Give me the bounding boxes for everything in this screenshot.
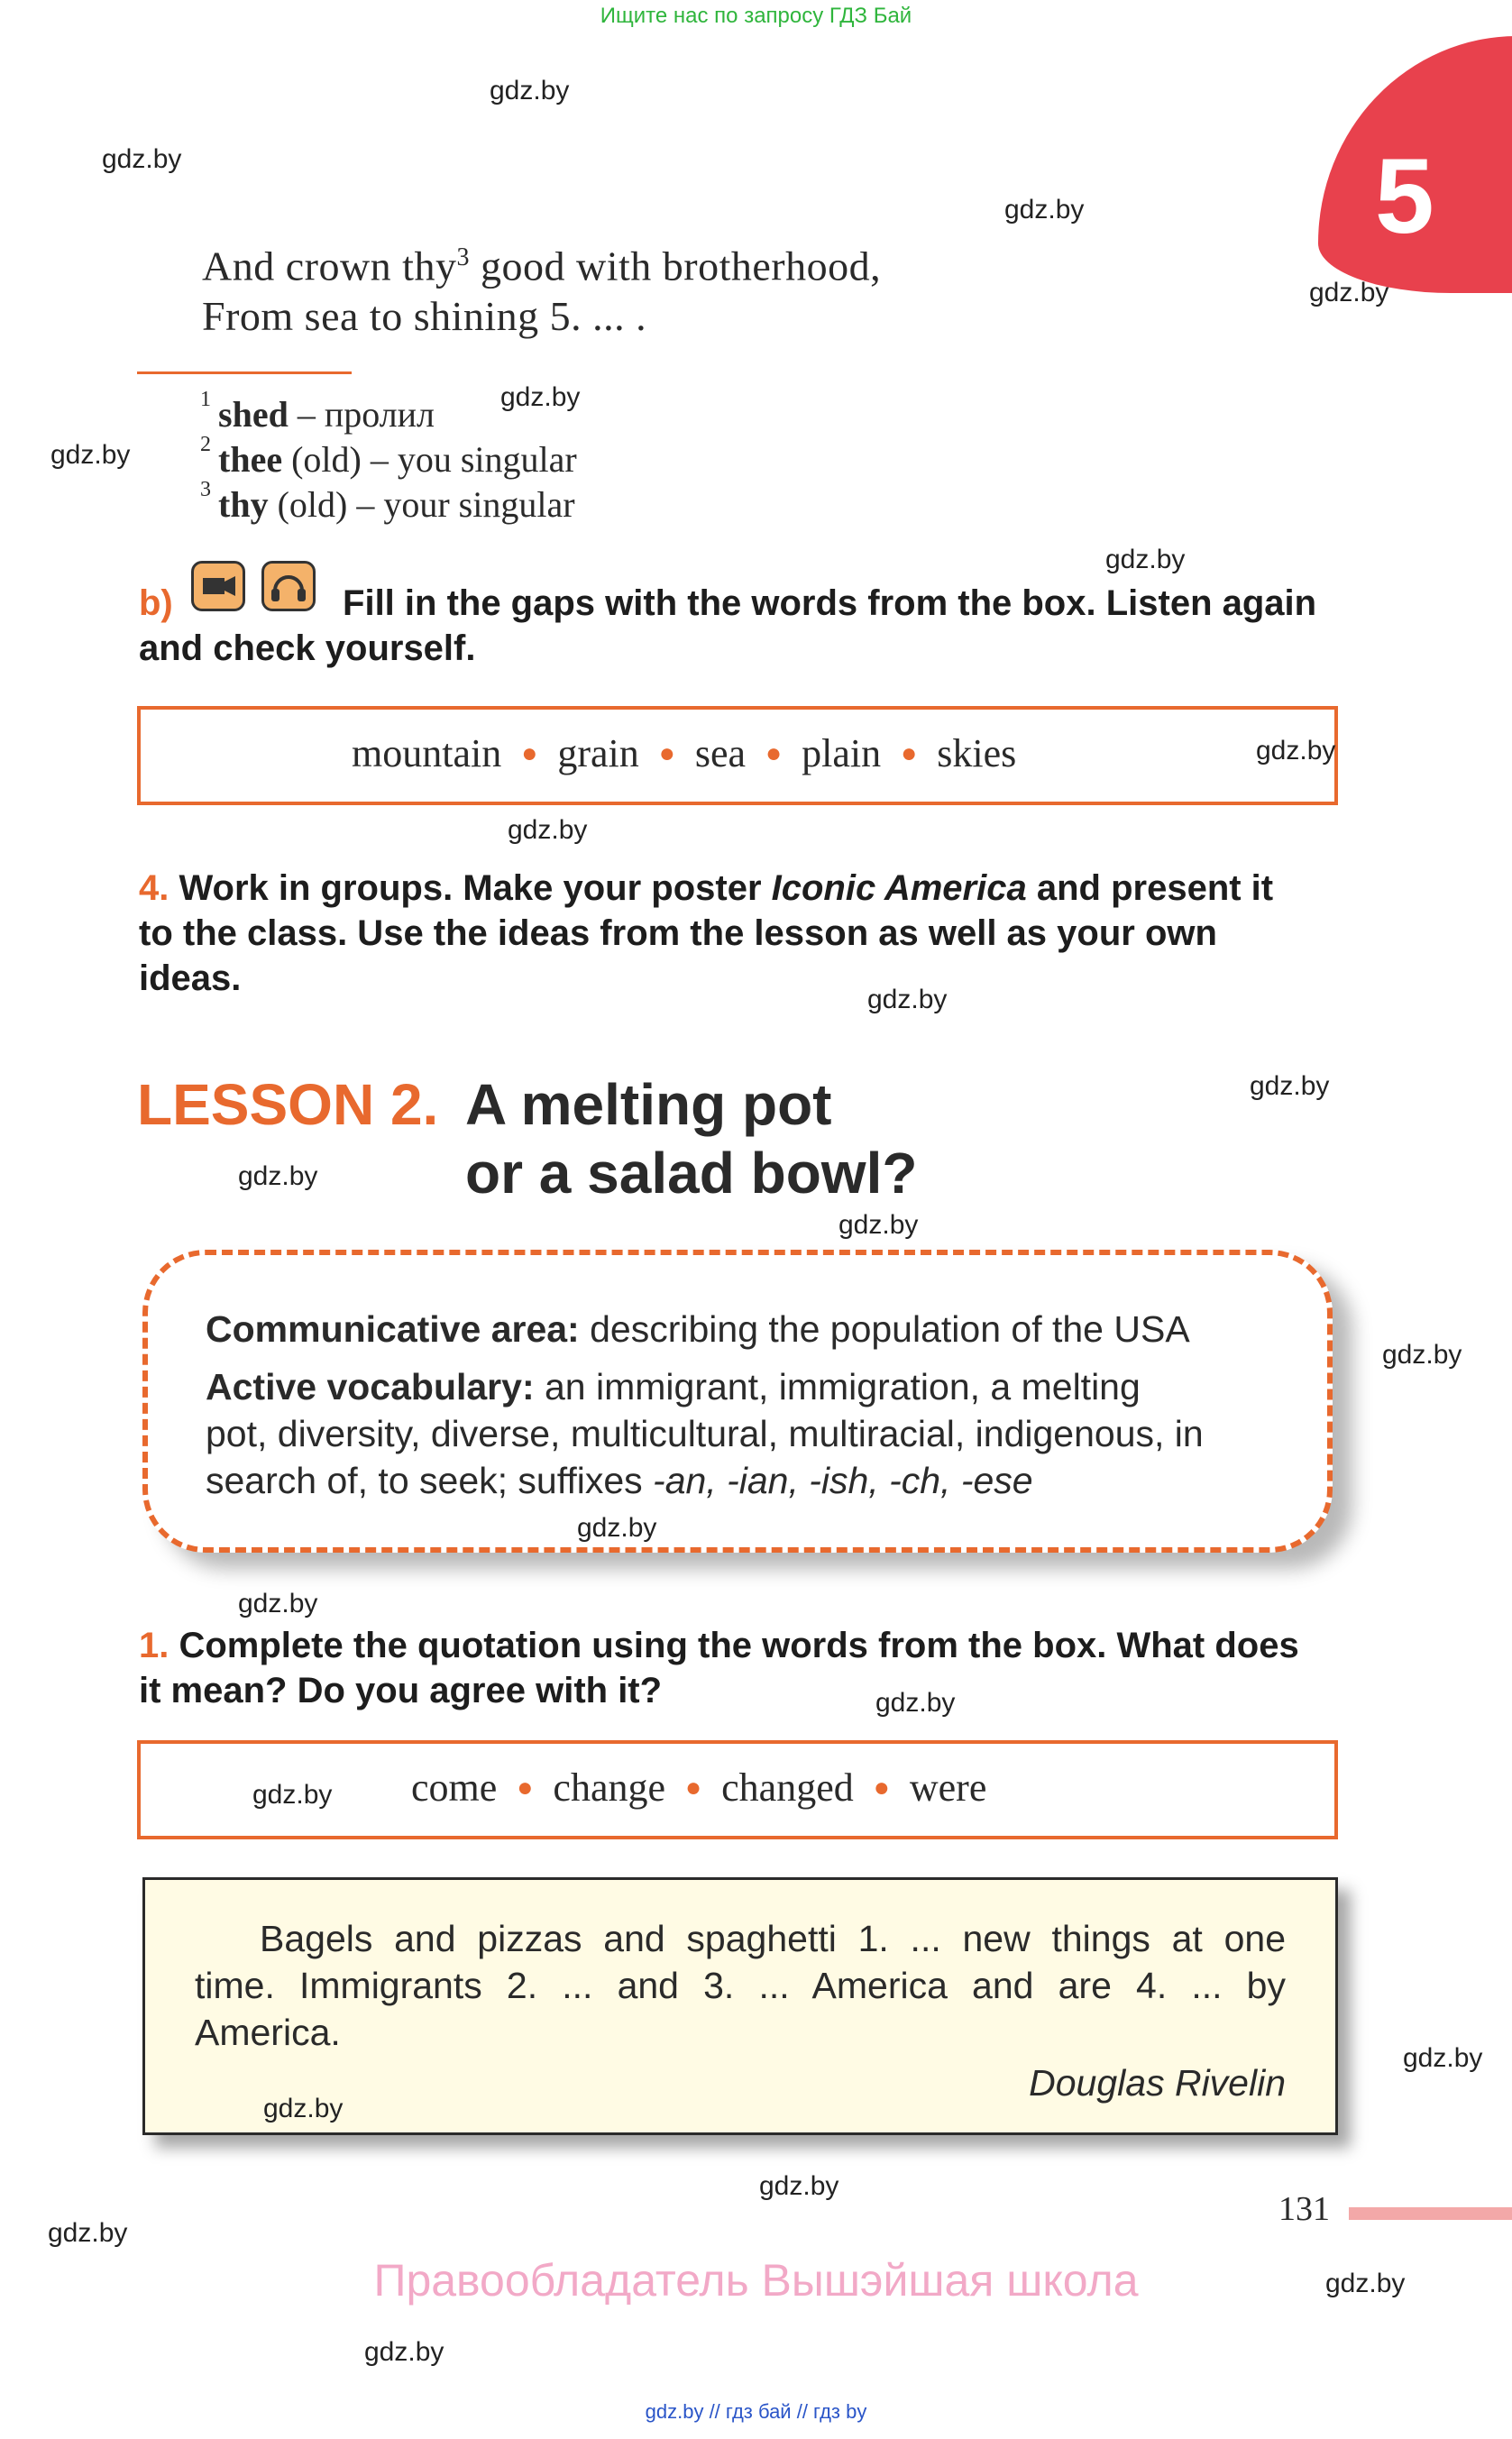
page-bar [1349,2207,1512,2220]
poem-ending [202,233,881,342]
watermark: gdz.by [263,2094,344,2123]
watermark: gdz.by [48,2218,128,2248]
watermark: gdz.by [102,144,182,174]
watermark: gdz.by [1004,195,1085,225]
word-come: come [411,1765,498,1810]
communicative-area: Communicative area: describing the population of the USA [206,1308,1190,1350]
quote-line-1: Bagels and pizzas and spaghetti 1. ... new things at one [260,1918,1286,1959]
watermark: gdz.by [1382,1340,1462,1370]
footnote-1: $^1$ shed – пролил [200,388,435,435]
task-1: 1. Complete the quotation using the words from the box. What does it mean? Do you agree with it? [139,1626,1299,1710]
unit-number: 5 [1375,137,1434,256]
watermark: gdz.by [238,1161,318,1191]
watermark: gdz.by [1309,278,1389,307]
word-were: were [909,1765,987,1810]
lesson-title-line-1: A melting pot [465,1072,832,1137]
watermark: gdz.by [759,2171,839,2201]
watermark: gdz.by [867,985,948,1014]
video-icon [191,561,245,611]
watermark: gdz.by [838,1210,919,1240]
watermark: gdz.by [364,2337,444,2367]
footnote-2: $^2$ thee (old) – you singular [200,433,577,480]
watermark: gdz.by [50,440,131,470]
lesson-label: LESSON 2. [137,1072,439,1137]
poem-line-2: From sea to shining 5. ... . [202,293,647,340]
watermark: gdz.by [1105,545,1186,574]
word-sea: sea [694,731,747,775]
task-3b: b) Fill in the gaps with the words from the box. Listen again and check yourself. [139,583,1317,668]
page-number: 131 [1278,2190,1330,2228]
watermark: gdz.by [238,1589,318,1618]
task-4: 4. Work in groups. Make your poster Iconic America and present it to the class. Use the ideas from the lesson as well as your own ideas. [139,868,1274,998]
watermark: gdz.by [490,76,570,105]
quote-author: Douglas Rivelin [1029,2062,1286,2104]
watermark: gdz.by [500,382,581,412]
watermark: gdz.by [577,1513,657,1543]
footnote-3: $^3$ thy (old) – your singular [200,478,575,525]
word-change: change [553,1765,666,1810]
quote-line-2: time. Immigrants 2. ... and 3. ... America and are 4. ... by [195,1965,1286,2006]
watermark: gdz.by [1256,736,1336,766]
footer-note: gdz.by // гдз бай // гдз by [645,2400,867,2423]
poem-line-1: And crown thy$^3$ good with brotherhood, [202,243,882,289]
copyright-holder: Правообладатель Вышэйшая школа [373,2255,1139,2306]
word-grain: grain [557,731,639,775]
watermark: gdz.by [508,815,588,845]
quote-line-3: America. [195,2012,341,2053]
word-plain: plain [802,731,882,775]
watermark: gdz.by [1250,1071,1330,1101]
footnote-divider [137,371,352,374]
watermark: gdz.by [1403,2043,1483,2073]
word-skies: skies [937,731,1017,775]
header-note: Ищите нас по запросу ГДЗ Бай [600,4,912,28]
word-mountain: mountain [352,731,502,775]
watermark: gdz.by [252,1780,333,1810]
headphones-icon [261,561,316,611]
active-vocabulary: Active vocabulary: an immigrant, immigration, a melting pot, diversity, diverse, multicultural, multiracial, indigenous, in search of, to seek; suffixes -an, -ian, -ish, -ch, -ese [206,1366,1204,1501]
word-box-1-words: mountain ● grain ● sea ● plain ● skies [352,731,1017,775]
watermark: gdz.by [875,1688,956,1718]
lesson-title-line-2: or a salad bowl? [465,1141,918,1206]
word-box-2-words: come ● change ● changed ● were [411,1765,987,1810]
watermark: gdz.by [1325,2269,1406,2298]
word-changed: changed [721,1765,854,1810]
